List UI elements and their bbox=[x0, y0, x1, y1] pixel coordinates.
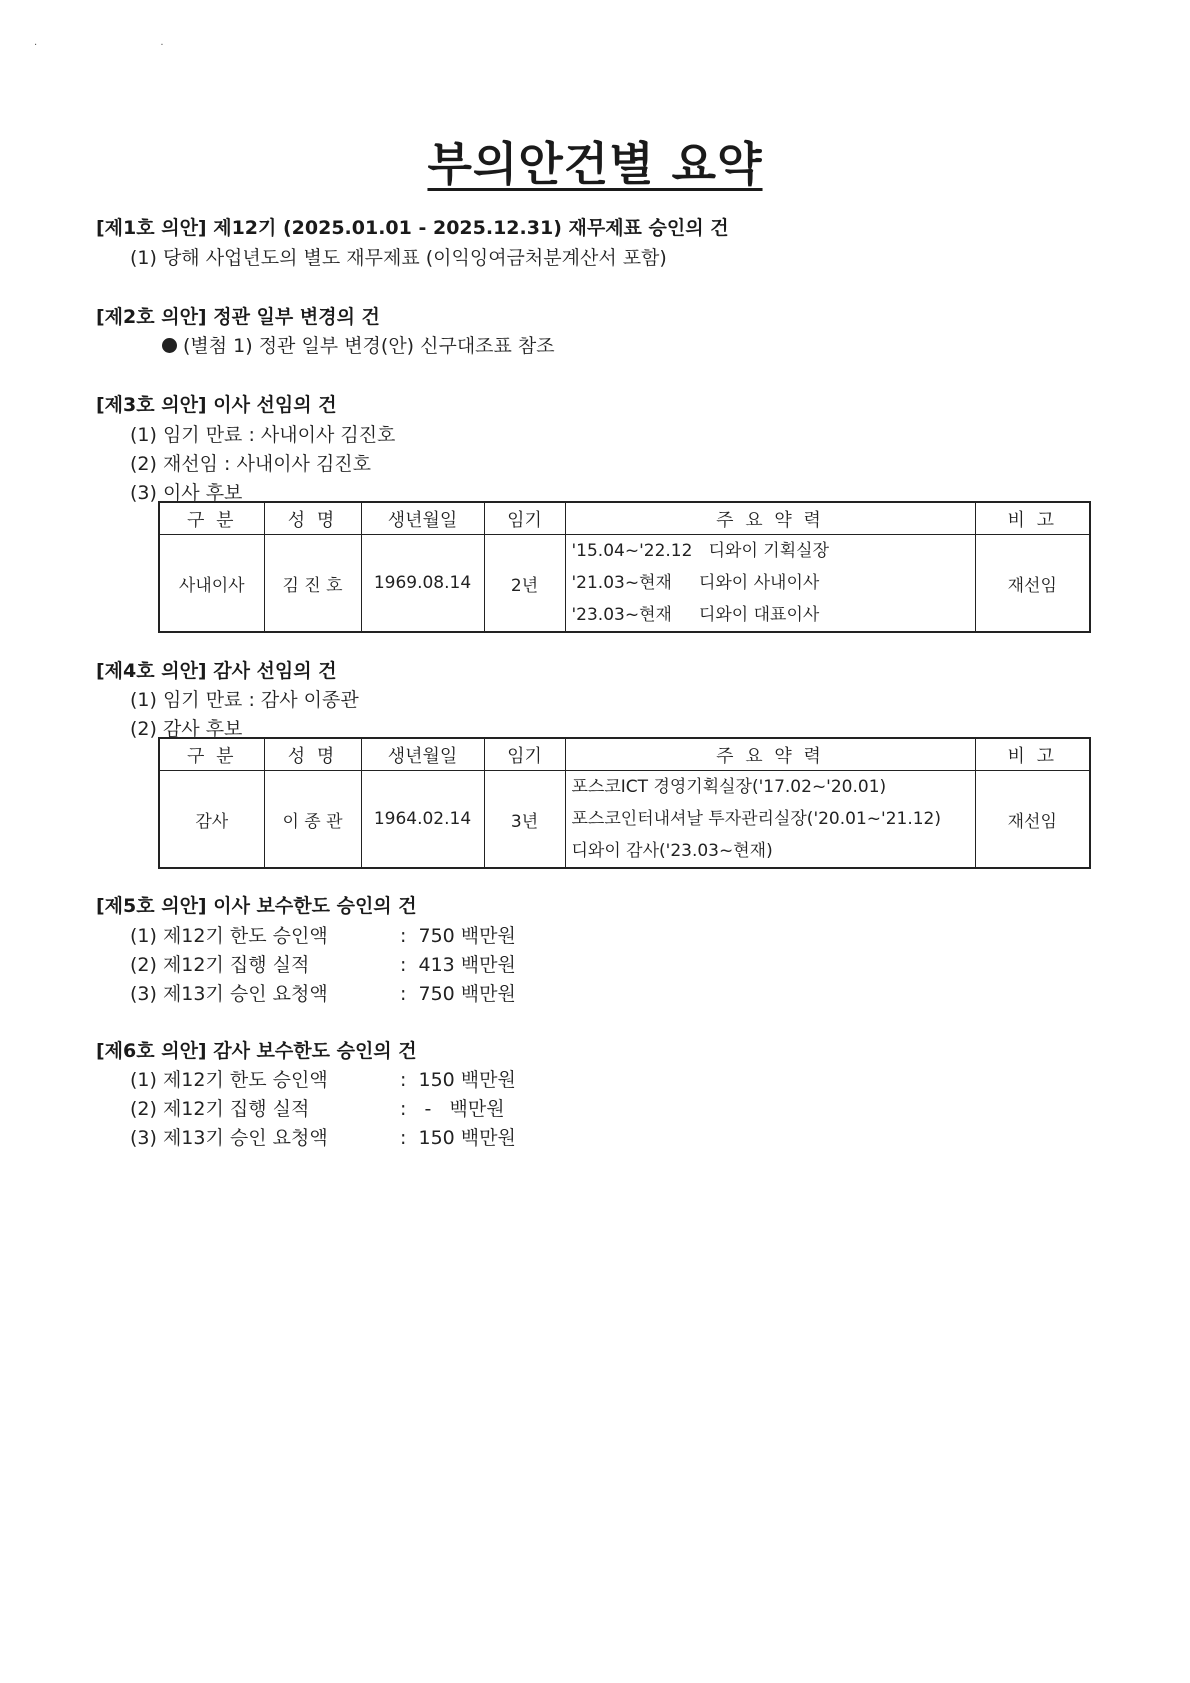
cell-career bbox=[565, 535, 975, 633]
scan-specks: · · bbox=[34, 40, 224, 51]
table-row bbox=[159, 771, 1090, 869]
table-header-row bbox=[159, 502, 1090, 535]
col-header-category: 구 분 bbox=[159, 738, 264, 771]
amount-value: : 413 백만원 bbox=[400, 954, 516, 976]
amount-value: : 150 백만원 bbox=[400, 1069, 516, 1091]
amount-label: (2) 제12기 집행 실적 bbox=[130, 1098, 310, 1120]
director-candidate-table bbox=[158, 501, 1091, 633]
section-3-item-1: (1) 임기 만료 : 사내이사 김진호 bbox=[130, 424, 396, 446]
cell-note: 재선임 bbox=[975, 771, 1090, 869]
col-header-note: 비 고 bbox=[975, 502, 1090, 535]
section-4-item-2: (2) 감사 후보 bbox=[130, 718, 243, 740]
section-4-heading: [제4호 의안] 감사 선임의 건 bbox=[96, 660, 337, 682]
cell-birth: 1964.02.14 bbox=[361, 771, 484, 869]
amount-label: (1) 제12기 한도 승인액 bbox=[130, 1069, 328, 1091]
col-header-birth: 생년월일 bbox=[361, 502, 484, 535]
career-line: '23.03~현재 디와이 대표이사 bbox=[571, 605, 820, 625]
col-header-note: 비 고 bbox=[975, 738, 1090, 771]
page-title bbox=[0, 128, 1190, 194]
cell-category: 사내이사 bbox=[159, 535, 264, 633]
auditor-candidate-table bbox=[158, 737, 1091, 869]
career-line: 포스코인터내셔날 투자관리실장('20.01~'21.12) bbox=[571, 809, 942, 829]
career-line: 디와이 감사('23.03~현재) bbox=[571, 841, 773, 861]
col-header-name: 성 명 bbox=[264, 738, 361, 771]
amount-value: : 750 백만원 bbox=[400, 925, 516, 947]
table-row bbox=[159, 535, 1090, 633]
amount-value: : 750 백만원 bbox=[400, 983, 516, 1005]
table-header-row bbox=[159, 738, 1090, 771]
col-header-birth: 생년월일 bbox=[361, 738, 484, 771]
cell-term: 2년 bbox=[484, 535, 565, 633]
cell-note: 재선임 bbox=[975, 535, 1090, 633]
section-2-item-1-text: (별첨 1) 정관 일부 변경(안) 신구대조표 참조 bbox=[183, 335, 555, 357]
cell-name: 이 종 관 bbox=[264, 771, 361, 869]
col-header-term: 임기 bbox=[484, 502, 565, 535]
section-1-heading: [제1호 의안] 제12기 (2025.01.01 - 2025.12.31) 재무제표 승인의 건 bbox=[96, 217, 729, 239]
section-2-heading: [제2호 의안] 정관 일부 변경의 건 bbox=[96, 306, 380, 328]
col-header-category: 구 분 bbox=[159, 502, 264, 535]
amount-label: (1) 제12기 한도 승인액 bbox=[130, 925, 328, 947]
col-header-career: 주 요 약 력 bbox=[565, 738, 975, 771]
career-line: '15.04~'22.12 디와이 기획실장 bbox=[571, 541, 829, 561]
cell-name: 김 진 호 bbox=[264, 535, 361, 633]
amount-label: (3) 제13기 승인 요청액 bbox=[130, 983, 328, 1005]
career-line: 포스코ICT 경영기획실장('17.02~'20.01) bbox=[571, 777, 887, 797]
section-3-item-2: (2) 재선임 : 사내이사 김진호 bbox=[130, 453, 372, 475]
section-2-item-1 bbox=[162, 331, 555, 358]
amount-value: : - 백만원 bbox=[400, 1098, 505, 1120]
amount-label: (2) 제12기 집행 실적 bbox=[130, 954, 310, 976]
cell-career bbox=[565, 771, 975, 869]
cell-term: 3년 bbox=[484, 771, 565, 869]
bullet-icon bbox=[162, 338, 177, 353]
amount-label: (3) 제13기 승인 요청액 bbox=[130, 1127, 328, 1149]
cell-birth: 1969.08.14 bbox=[361, 535, 484, 633]
section-3-heading: [제3호 의안] 이사 선임의 건 bbox=[96, 394, 337, 416]
section-6-heading: [제6호 의안] 감사 보수한도 승인의 건 bbox=[96, 1040, 417, 1062]
cell-category: 감사 bbox=[159, 771, 264, 869]
section-5-heading: [제5호 의안] 이사 보수한도 승인의 건 bbox=[96, 895, 417, 917]
page-title-text: 부의안건별 요약 bbox=[427, 137, 763, 191]
section-4-item-1: (1) 임기 만료 : 감사 이종관 bbox=[130, 689, 359, 711]
col-header-term: 임기 bbox=[484, 738, 565, 771]
amount-value: : 150 백만원 bbox=[400, 1127, 516, 1149]
col-header-career: 주 요 약 력 bbox=[565, 502, 975, 535]
career-line: '21.03~현재 디와이 사내이사 bbox=[571, 573, 820, 593]
section-3-item-3: (3) 이사 후보 bbox=[130, 482, 243, 504]
col-header-name: 성 명 bbox=[264, 502, 361, 535]
section-1-item-1: (1) 당해 사업년도의 별도 재무제표 (이익잉여금처분계산서 포함) bbox=[130, 247, 667, 269]
